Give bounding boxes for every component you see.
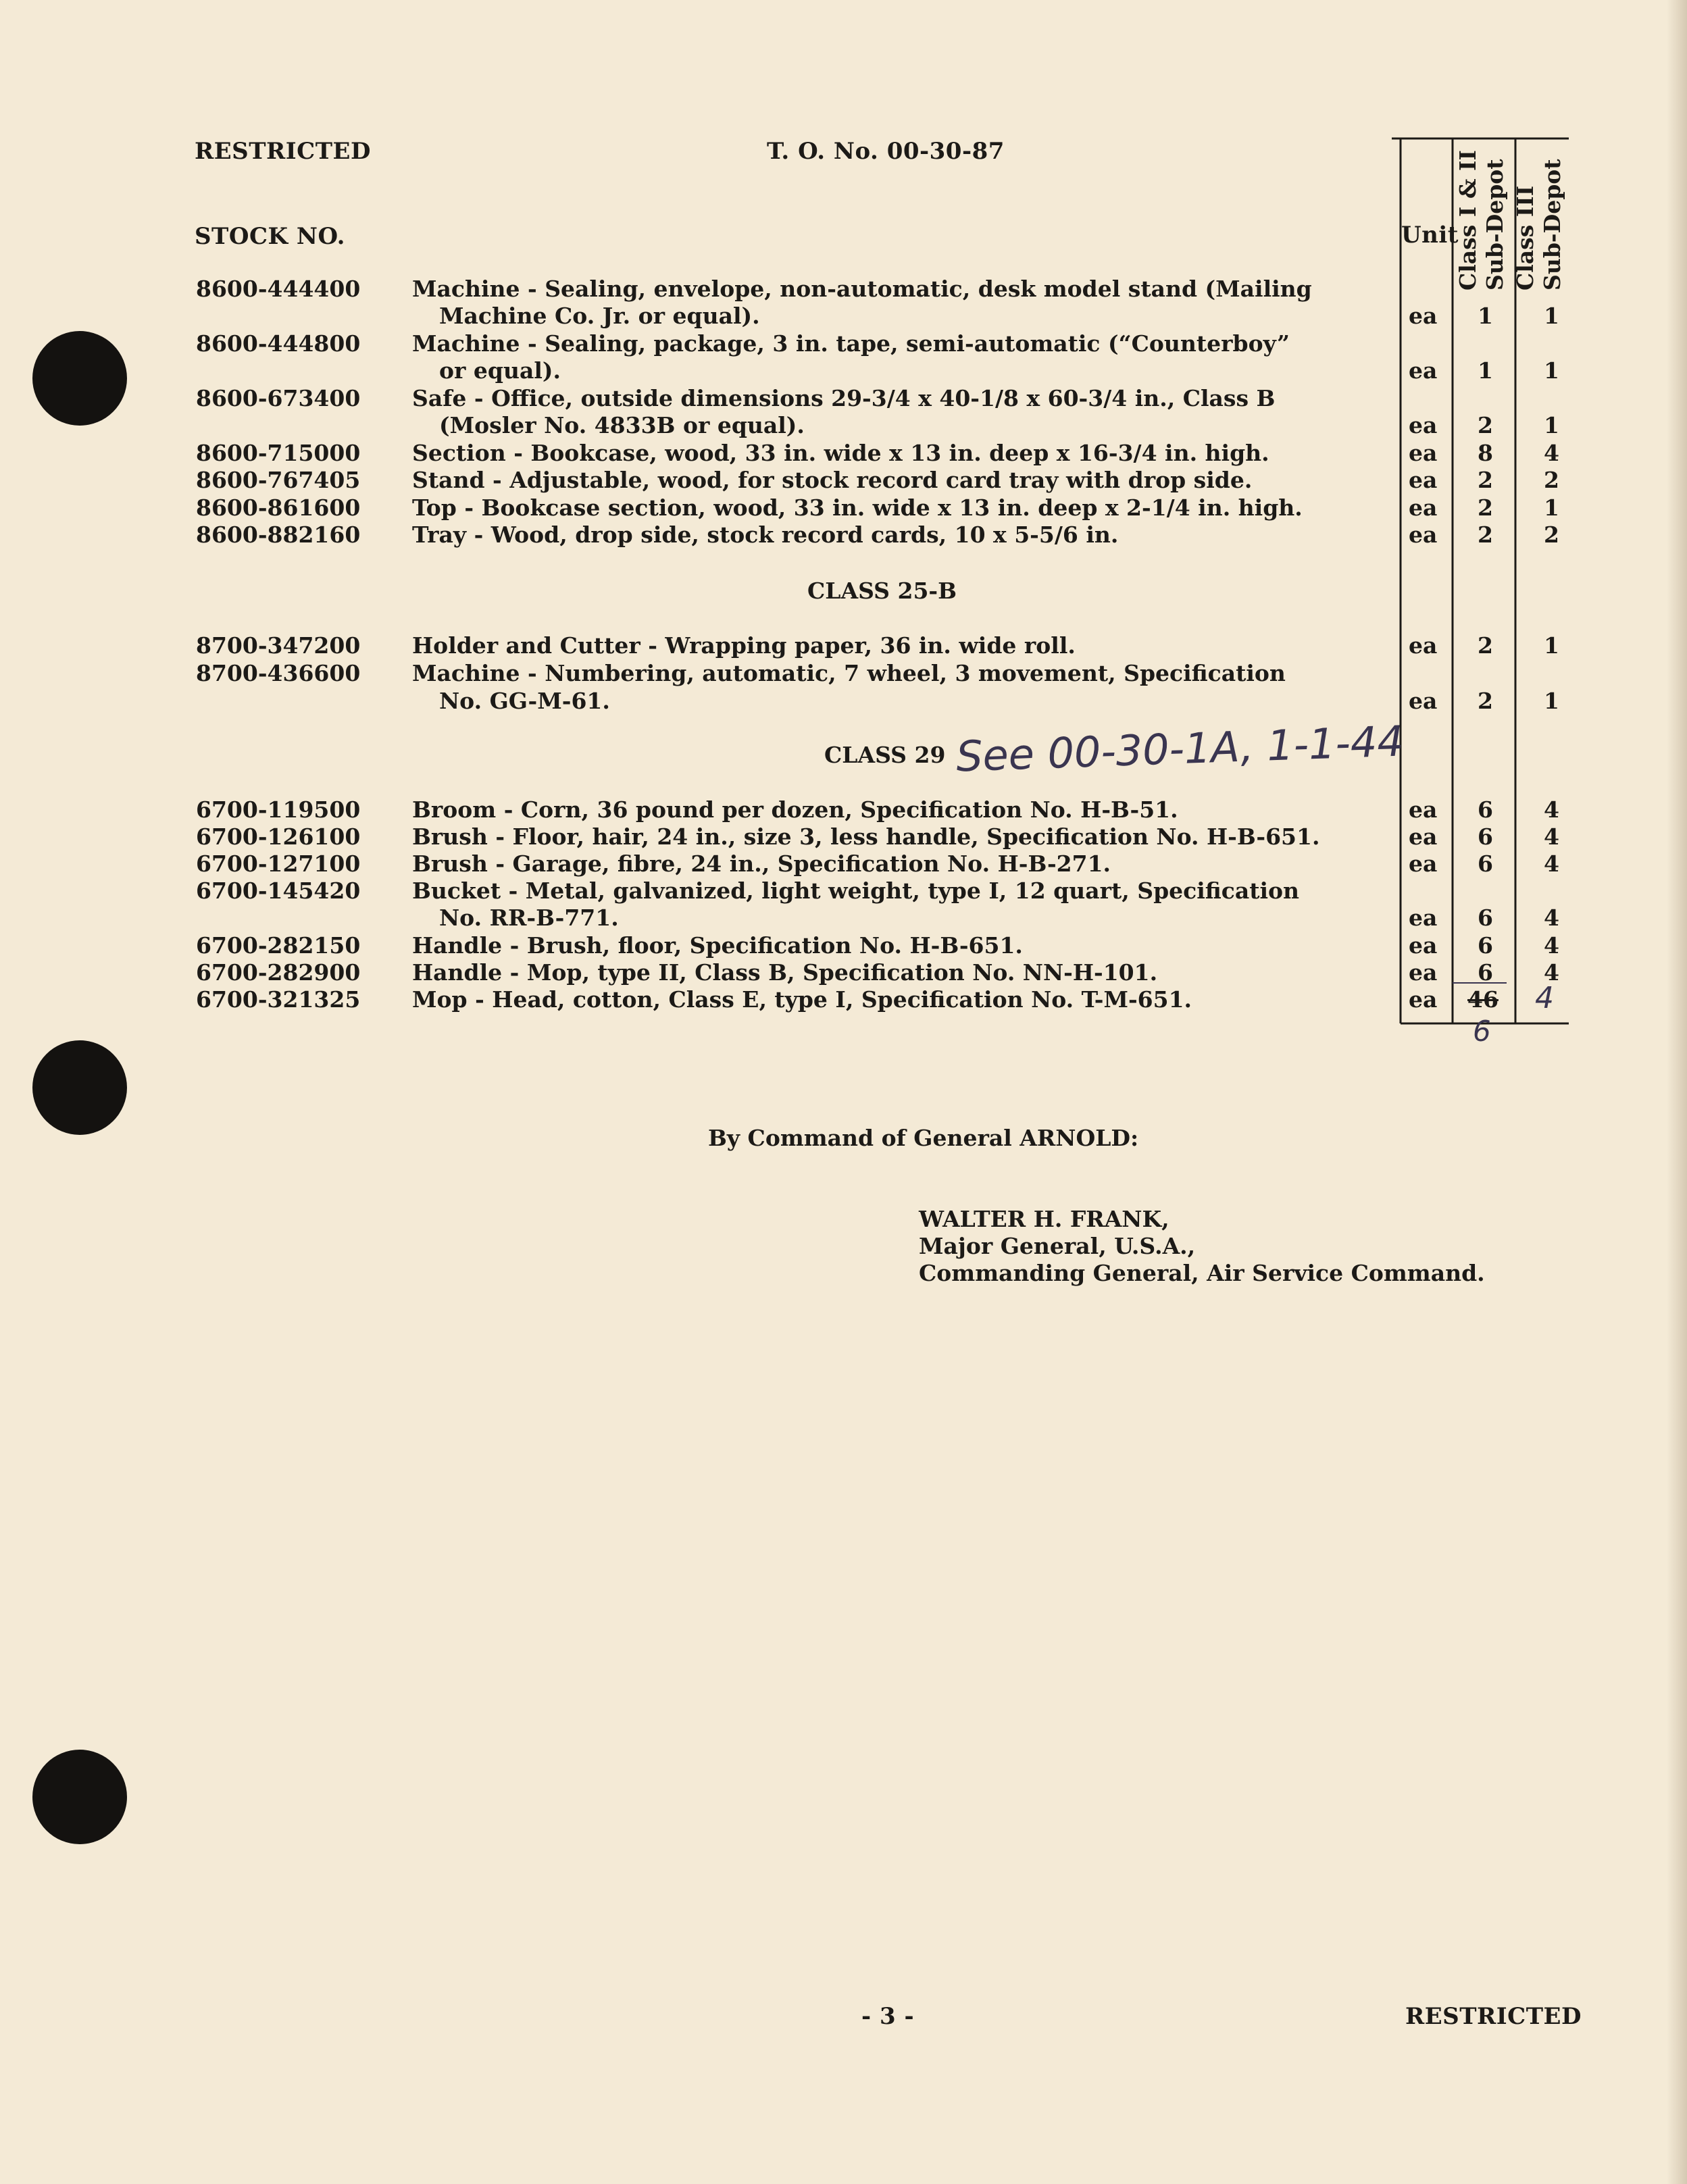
class-3-qty: 1 — [1544, 688, 1559, 714]
class-3-qty: 4 — [1544, 959, 1559, 986]
class-3-qty: 1 — [1544, 494, 1559, 521]
unit-value: ea — [1409, 494, 1438, 521]
class-1-2-qty: 1 — [1478, 303, 1493, 329]
table-row-cont — [0, 357, 1687, 384]
command-line: By Command of General ARNOLD: — [708, 1125, 1139, 1151]
table-row-cont — [0, 905, 1687, 932]
stock-number: 8600-715000 — [196, 440, 361, 466]
item-description: Handle - Mop, type II, Class B, Specification No. NN-H-101. — [412, 959, 1158, 986]
stock-number: 6700-145420 — [196, 878, 361, 904]
stock-no-label: STOCK NO. — [195, 223, 345, 250]
stock-number: 6700-127100 — [196, 850, 361, 877]
class-1-2-qty: 6 — [1478, 959, 1493, 986]
class-25b-heading: CLASS 25-B — [807, 578, 957, 604]
unit-column-header: Unit — [1401, 222, 1459, 249]
item-description: Holder and Cutter - Wrapping paper, 36 in. wide roll. — [412, 632, 1076, 659]
table-row-cont — [0, 688, 1687, 715]
unit-value: ea — [1409, 467, 1438, 493]
class-3-qty: 1 — [1544, 412, 1559, 438]
signatory-name: WALTER H. FRANK, — [919, 1206, 1169, 1232]
stock-number: 8700-436600 — [196, 660, 361, 686]
item-description: Mop - Head, cotton, Class E, type I, Specification No. T-M-651. — [412, 986, 1192, 1013]
header-to-number: T. O. No. 00-30-87 — [767, 138, 1005, 165]
signatory-rank: Major General, U.S.A., — [919, 1233, 1196, 1259]
stock-number: 8600-767405 — [196, 467, 361, 493]
header-restricted: RESTRICTED — [195, 138, 371, 165]
unit-value: ea — [1409, 986, 1438, 1013]
col2-header-line1: Class III — [1512, 185, 1538, 290]
item-description: Handle - Brush, floor, Specification No. H-B-651. — [412, 932, 1023, 959]
handwritten-note: See 00-30-1A, 1-1-44 — [955, 716, 1405, 782]
unit-value: ea — [1409, 959, 1438, 986]
stock-number: 8600-444400 — [196, 276, 361, 302]
class-1-2-qty: 2 — [1478, 522, 1493, 548]
table-row-cont — [0, 303, 1687, 330]
unit-value: ea — [1409, 905, 1438, 931]
class-1-2-qty: 6 — [1478, 850, 1493, 877]
class-1-2-qty: 2 — [1478, 467, 1493, 493]
class-1-2-qty: 6 — [1478, 796, 1493, 823]
class-3-qty: 2 — [1544, 522, 1559, 548]
table-row — [0, 796, 1687, 823]
item-description-cont: Machine Co. Jr. or equal). — [439, 303, 760, 329]
table-row — [0, 467, 1687, 494]
item-description: Safe - Office, outside dimensions 29-3/4 x 40-1/8 x 60-3/4 in., Class B — [412, 385, 1276, 411]
stock-number: 6700-321325 — [196, 986, 361, 1013]
table-row — [0, 959, 1687, 986]
stock-number: 6700-282150 — [196, 932, 361, 959]
class-1-2-qty: 8 — [1478, 440, 1493, 466]
item-description: Top - Bookcase section, wood, 33 in. wide x 13 in. deep x 2-1/4 in. high. — [412, 494, 1303, 521]
col1-header-line2: Sub-Depot — [1482, 159, 1508, 290]
table-row — [0, 494, 1687, 522]
table-row — [0, 981, 1687, 1015]
col1-header-line1: Class I & II — [1455, 150, 1481, 290]
stock-number: 6700-282900 — [196, 959, 361, 986]
unit-value: ea — [1409, 932, 1438, 959]
unit-value: ea — [1409, 357, 1438, 384]
footer-restricted: RESTRICTED — [1405, 2003, 1582, 2030]
stock-number: 8600-861600 — [196, 494, 361, 521]
class-1-2-qty-struck: 46 — [1467, 986, 1499, 1013]
stock-number: 6700-119500 — [196, 796, 361, 823]
table-row — [0, 385, 1687, 412]
class-3-qty: 4 — [1544, 823, 1559, 850]
item-description: Machine - Sealing, package, 3 in. tape, semi-automatic (“Counterboy” — [412, 330, 1290, 357]
table-row — [0, 823, 1687, 850]
item-description: Machine - Numbering, automatic, 7 wheel, 3 movement, Specification — [412, 660, 1286, 686]
item-description-cont: No. GG-M-61. — [439, 688, 610, 714]
unit-value: ea — [1409, 823, 1438, 850]
class-3-qty: 2 — [1544, 467, 1559, 493]
class-1-2-qty: 6 — [1478, 905, 1493, 931]
class-3-qty: 4 — [1544, 932, 1559, 959]
item-description: Tray - Wood, drop side, stock record cards, 10 x 5-5/6 in. — [412, 522, 1119, 548]
table-row — [0, 632, 1687, 659]
table-row — [0, 878, 1687, 905]
table-row-cont — [0, 412, 1687, 439]
item-description-cont: (Mosler No. 4833B or equal). — [439, 412, 805, 438]
table-row — [0, 660, 1687, 687]
unit-value: ea — [1409, 440, 1438, 466]
unit-value: ea — [1409, 412, 1438, 438]
class-3-qty: 4 — [1544, 850, 1559, 877]
item-description: Stand - Adjustable, wood, for stock record card tray with drop side. — [412, 467, 1253, 493]
class-3-qty: 4 — [1544, 796, 1559, 823]
stock-number: 6700-126100 — [196, 823, 361, 850]
stock-number: 8700-347200 — [196, 632, 361, 659]
stock-number: 8600-673400 — [196, 385, 361, 411]
class-1-2-qty: 6 — [1478, 932, 1493, 959]
table-row — [0, 330, 1687, 357]
class-3-qty: 1 — [1544, 357, 1559, 384]
item-description: Bucket - Metal, galvanized, light weight, type I, 12 quart, Specification — [412, 878, 1300, 904]
item-description-cont: No. RR-B-771. — [439, 905, 619, 931]
class-1-2-qty: 2 — [1478, 688, 1493, 714]
table-row — [0, 850, 1687, 878]
class-29-heading: CLASS 29 — [824, 742, 946, 768]
class-3-qty-handwritten: 4 — [1535, 981, 1554, 1015]
signatory-title: Commanding General, Air Service Command. — [919, 1260, 1485, 1286]
unit-value: ea — [1409, 632, 1438, 659]
class-1-2-qty: 1 — [1478, 357, 1493, 384]
page-number: - 3 - — [861, 2003, 915, 2030]
handwritten-correction: 6 — [1473, 1015, 1491, 1048]
item-description: Broom - Corn, 36 pound per dozen, Specification No. H-B-51. — [412, 796, 1178, 823]
unit-value: ea — [1409, 850, 1438, 877]
stock-number: 8600-444800 — [196, 330, 361, 357]
item-description: Brush - Garage, fibre, 24 in., Specification No. H-B-271. — [412, 850, 1111, 877]
class-1-2-qty: 2 — [1478, 632, 1493, 659]
class-1-2-qty: 2 — [1478, 494, 1493, 521]
table-row — [0, 276, 1687, 303]
table-row — [0, 440, 1687, 467]
class-3-qty: 4 — [1544, 905, 1559, 931]
class-1-2-qty: 2 — [1478, 412, 1493, 438]
unit-value: ea — [1409, 796, 1438, 823]
item-description: Machine - Sealing, envelope, non-automatic, desk model stand (Mailing — [412, 276, 1312, 302]
stock-number: 8600-882160 — [196, 522, 361, 548]
col2-header-line2: Sub-Depot — [1539, 159, 1565, 290]
item-description: Brush - Floor, hair, 24 in., size 3, less handle, Specification No. H-B-651. — [412, 823, 1320, 850]
class-3-qty: 1 — [1544, 303, 1559, 329]
item-description-cont: or equal). — [439, 357, 561, 384]
item-description: Section - Bookcase, wood, 33 in. wide x 13 in. deep x 16-3/4 in. high. — [412, 440, 1269, 466]
unit-value: ea — [1409, 688, 1438, 714]
class-3-qty: 4 — [1544, 440, 1559, 466]
unit-value: ea — [1409, 303, 1438, 329]
table-row — [0, 932, 1687, 959]
table-row — [0, 522, 1687, 549]
class-1-2-qty: 6 — [1478, 823, 1493, 850]
unit-value: ea — [1409, 522, 1438, 548]
class-3-qty: 1 — [1544, 632, 1559, 659]
